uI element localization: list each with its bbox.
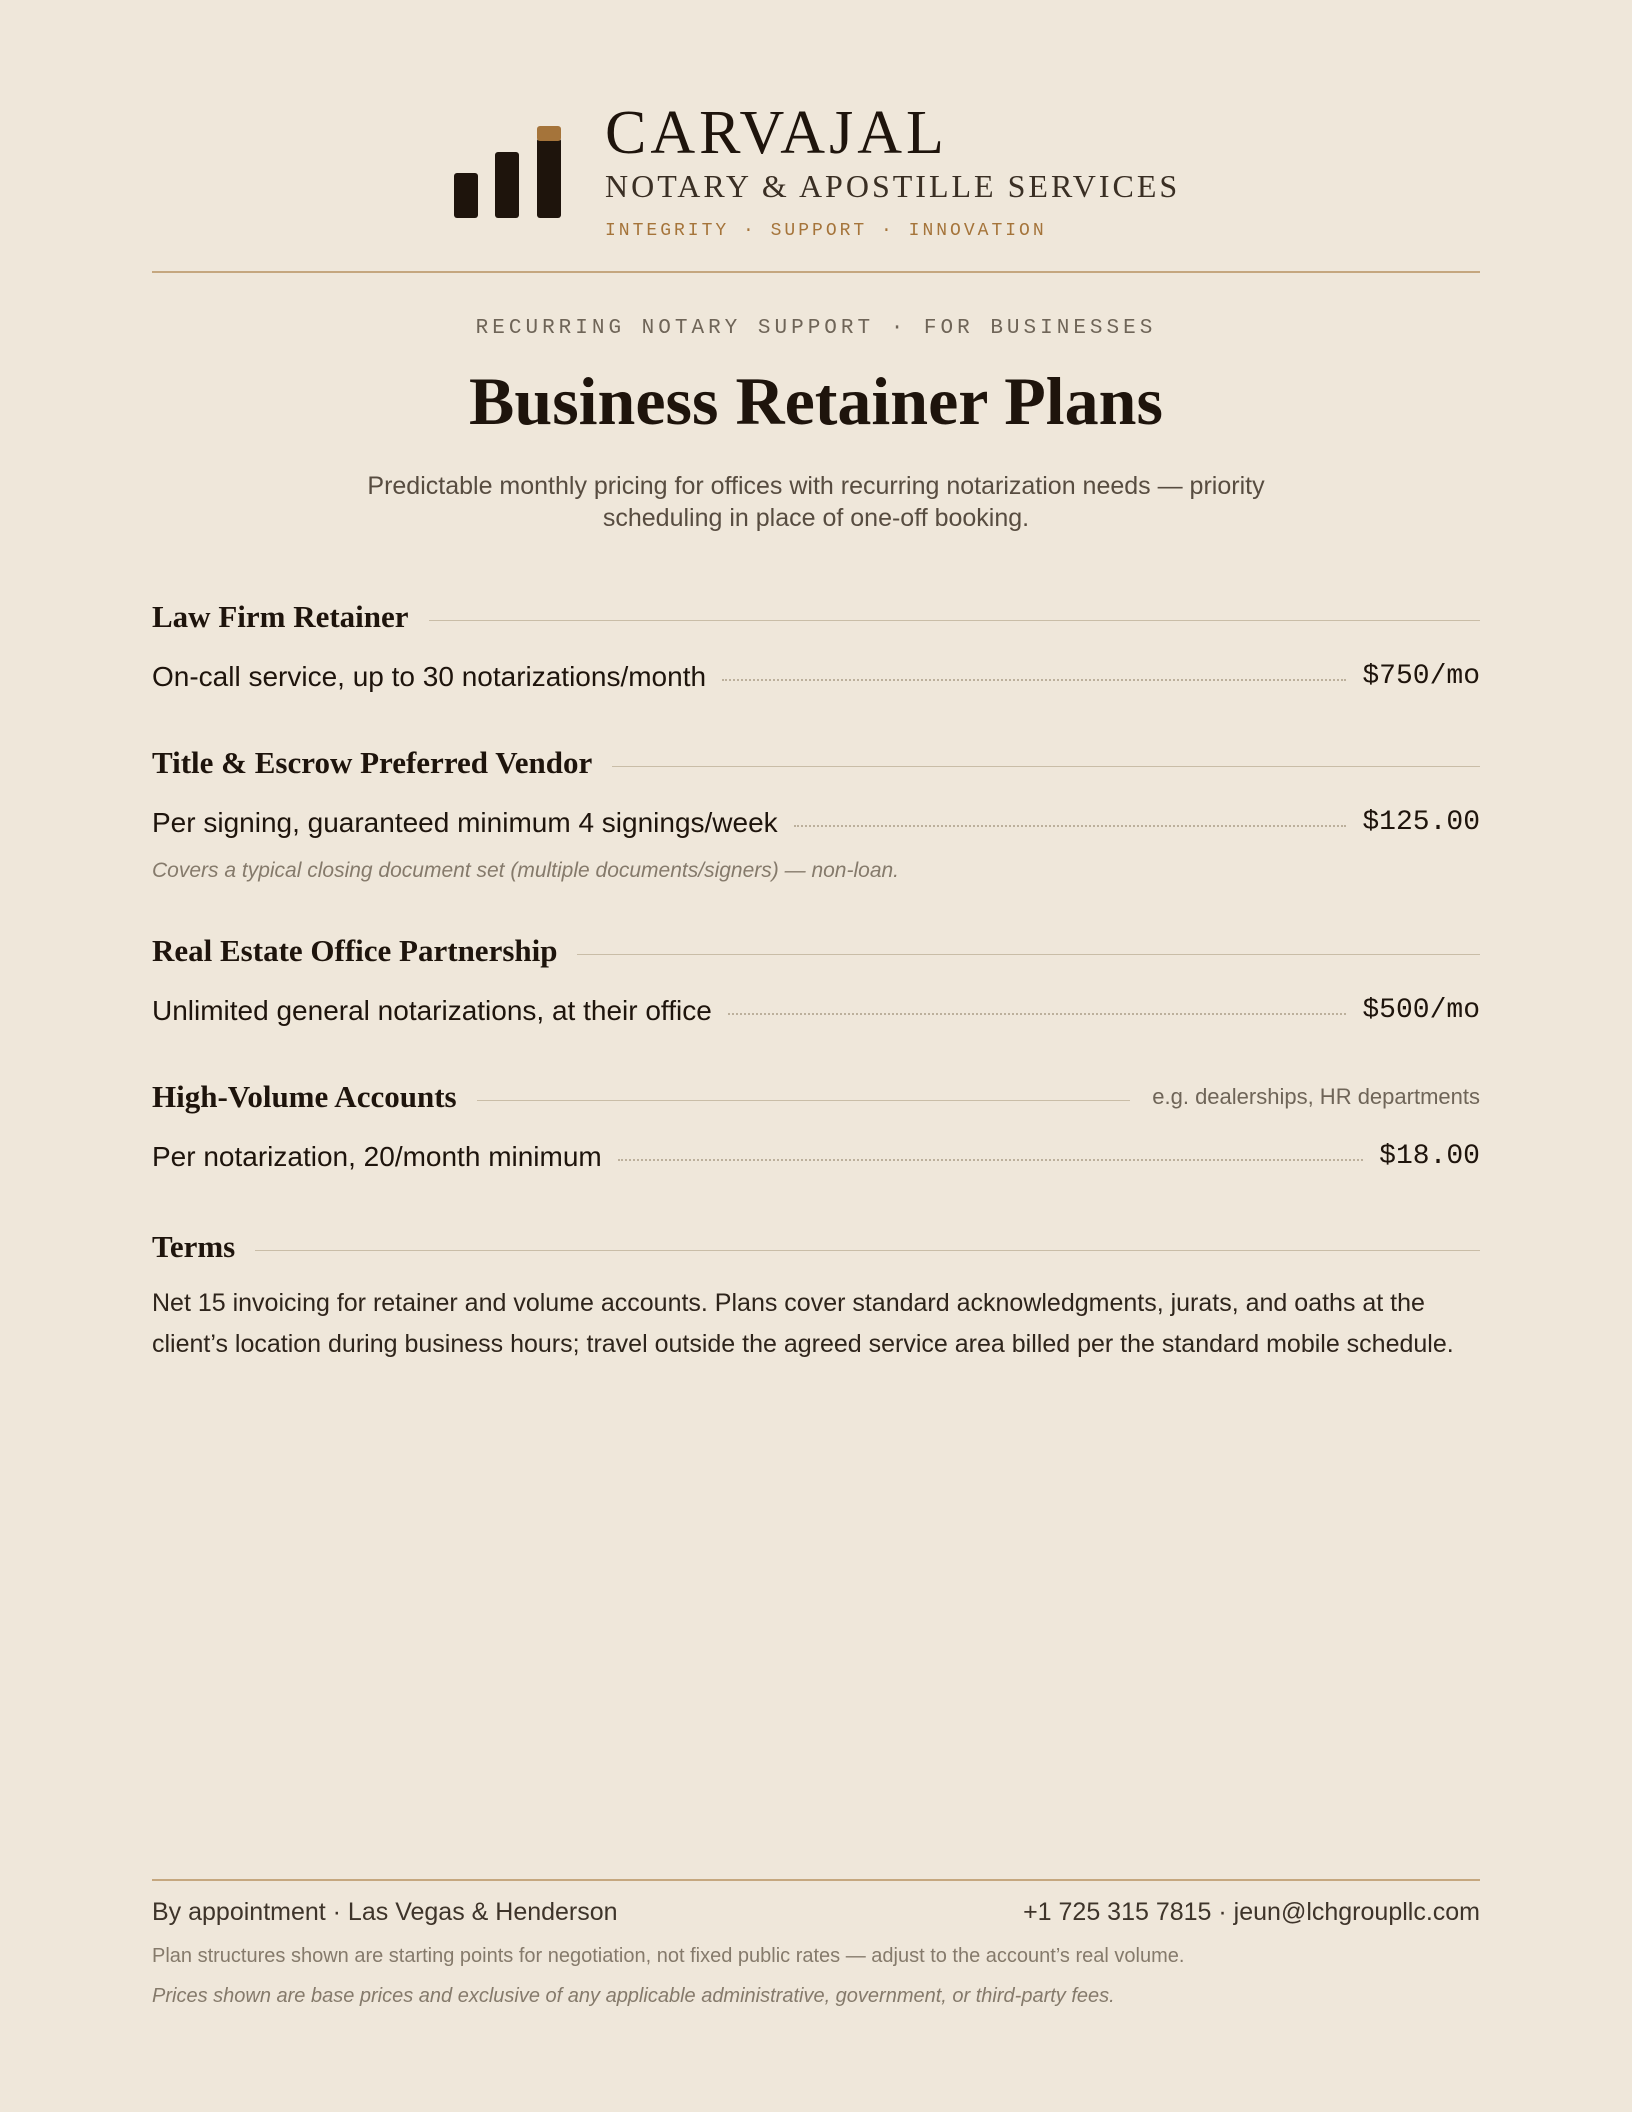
- price-note: Covers a typical closing document set (multiple documents/signers) — non-loan.: [152, 859, 900, 882]
- section-rule: [429, 620, 1480, 621]
- price-value: $18.00: [1379, 1141, 1480, 1172]
- bar-chart-logo-icon: [454, 126, 564, 218]
- section-rule: [477, 1100, 1131, 1101]
- footer-contact-row: [152, 1893, 1480, 1931]
- plan-heading: [152, 1075, 1480, 1119]
- section-rule: [612, 766, 1480, 767]
- page-title: Business Retainer Plans: [469, 363, 1163, 439]
- brand-tagline: INTEGRITY · SUPPORT · INNOVATION: [605, 221, 1047, 241]
- terms-heading: [152, 1225, 1480, 1269]
- price-line: [152, 1137, 1480, 1177]
- plan-heading: [152, 595, 1480, 639]
- terms-body: Net 15 invoicing for retainer and volume accounts. Plans cover standard acknowledgments, jurats, and oaths at the client’s location during business hours; travel outside the agreed service area billed per the standard mobile schedule.: [152, 1289, 1454, 1358]
- terms-title: Terms: [152, 1229, 236, 1264]
- plan-title: Title & Escrow Preferred Vendor: [152, 745, 593, 780]
- footer-note: Plan structures shown are starting points for negotiation, not fixed public rates — adjust to the account’s real volume.: [152, 1945, 1185, 1967]
- dotted-leader: [794, 825, 1347, 827]
- eyebrow-label: RECURRING NOTARY SUPPORT · FOR BUSINESSES: [475, 317, 1157, 340]
- price-line-label: Per notarization, 20/month minimum: [152, 1141, 602, 1172]
- price-line-label: On-call service, up to 30 notarizations/month: [152, 661, 707, 692]
- plan-heading: [152, 741, 1480, 785]
- footer-location: By appointment · Las Vegas & Henderson: [152, 1897, 618, 1926]
- dotted-leader: [618, 1159, 1363, 1161]
- price-value: $750/mo: [1362, 661, 1480, 692]
- brand-subtitle: NOTARY & APOSTILLE SERVICES: [605, 168, 1181, 204]
- price-value: $500/mo: [1362, 995, 1480, 1026]
- plan-heading: [152, 929, 1480, 973]
- plan-title: Law Firm Retainer: [152, 599, 409, 634]
- plan-title: Real Estate Office Partnership: [152, 933, 558, 968]
- footer-divider: [152, 1879, 1480, 1881]
- price-line: [152, 803, 1480, 843]
- price-line-label: Per signing, guaranteed minimum 4 signings/week: [152, 807, 778, 838]
- price-value: $125.00: [1362, 807, 1480, 838]
- plan-heading-note: e.g. dealerships, HR departments: [1152, 1084, 1480, 1109]
- section-rule: [255, 1250, 1480, 1251]
- dotted-leader: [722, 679, 1346, 681]
- header-divider: [152, 271, 1480, 273]
- brand-header: [454, 98, 1254, 248]
- dotted-leader: [728, 1013, 1347, 1015]
- plan-title: High-Volume Accounts: [152, 1079, 457, 1114]
- footer-contact: +1 725 315 7815 · jeun@lchgroupllc.com: [1023, 1897, 1480, 1926]
- brand-name: CARVAJAL: [605, 99, 948, 167]
- price-line-label: Unlimited general notarizations, at their office: [152, 995, 712, 1026]
- footer-disclaimer: Prices shown are base prices and exclusive of any applicable administrative, government, or third-party fees.: [152, 1985, 1115, 2007]
- price-line: [152, 657, 1480, 697]
- section-rule: [577, 954, 1480, 955]
- page-intro: Predictable monthly pricing for offices with recurring notarization needs — priority scheduling in place of one-off booking.: [367, 472, 1265, 532]
- price-line: [152, 991, 1480, 1031]
